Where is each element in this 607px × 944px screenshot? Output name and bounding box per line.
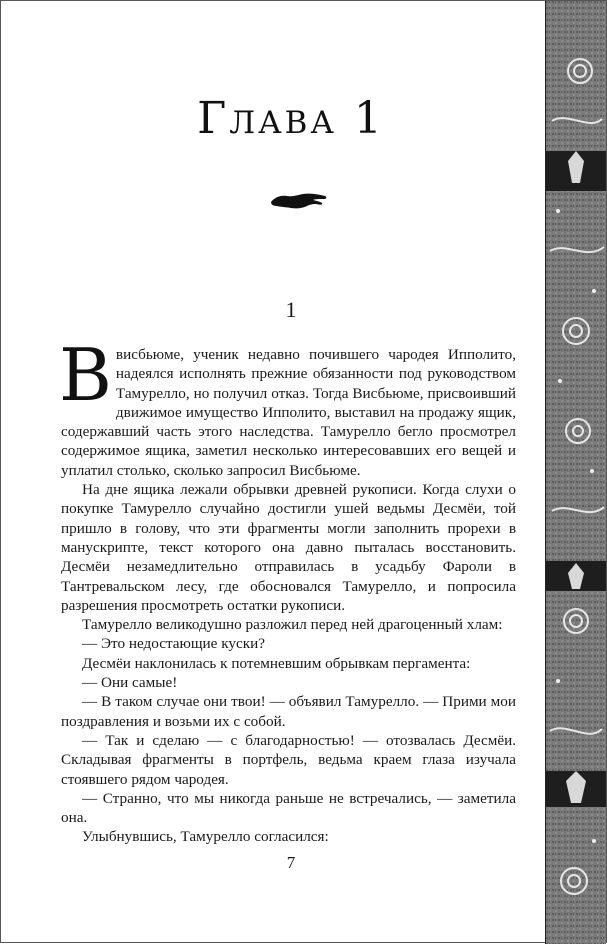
paragraph: Тамурелло великодушно разложил перед ней драгоценный хлам:	[82, 616, 503, 634]
drop-cap: В	[59, 333, 112, 417]
section-number: 1	[285, 297, 297, 322]
paragraph: — Они самые!	[82, 674, 178, 692]
chapter-title: Глава 1	[197, 93, 385, 144]
paragraph	[59, 333, 516, 480]
pointing-hand-icon	[269, 191, 329, 213]
page-number: 7	[286, 853, 296, 872]
paragraph: — Странно, что мы никогда раньше не встречались, — заметила она.	[61, 789, 516, 827]
paragraph: Десмёи наклонилась к потемневшим обрывкам пергамента:	[82, 654, 471, 672]
paragraph: На дне ящика лежали обрывки древней рукописи. Когда слухи о покупке Тамурелло случайно достигли ушей ведьмы Десмёи, той пришло в голову, что эти фрагменты могли заполнить прорехи в манускрипте, текст которого она давно пыталась восстановить. Десмёи незамедлительно отправилась в усадьбу Фароли в Тантревальском лесу, где обосновался Тамурелло, и попросила разрешения просмотреть остатки рукописи.	[61, 481, 516, 614]
paragraph: — В таком случае они твои! — объявил Тамурелло. — Прими мои поздравления и возьми их с собой.	[61, 693, 516, 730]
paragraph: Улыбнувшись, Тамурелло согласился:	[82, 828, 329, 846]
paragraph: — Это недостающие куски?	[82, 635, 265, 653]
paragraph-text: висбьюме, ученик недавно почившего чародея Ипполито, надеялся исполнять прежние обязанности под руководством Тамурелло, но получил отказ. Тогда Висбьюме, присвоивший движимое имущество Ипполито, выставил на продажу ящик, содержавший часть этого наследства. Тамурелло бегло просмотрел содержимое ящика, заметил несколько интересовавших его вещей и уплатил столько, сколько запросил Висбьюме.	[61, 346, 516, 479]
decorative-border	[545, 1, 606, 944]
paragraph: — Так и сделаю — с благодарностью! — отозвалась Десмёи. Складывая фрагменты в портфель, ведьма краем глаза изучала стоявшего рядом чародея.	[61, 731, 516, 788]
body-text	[59, 333, 516, 847]
